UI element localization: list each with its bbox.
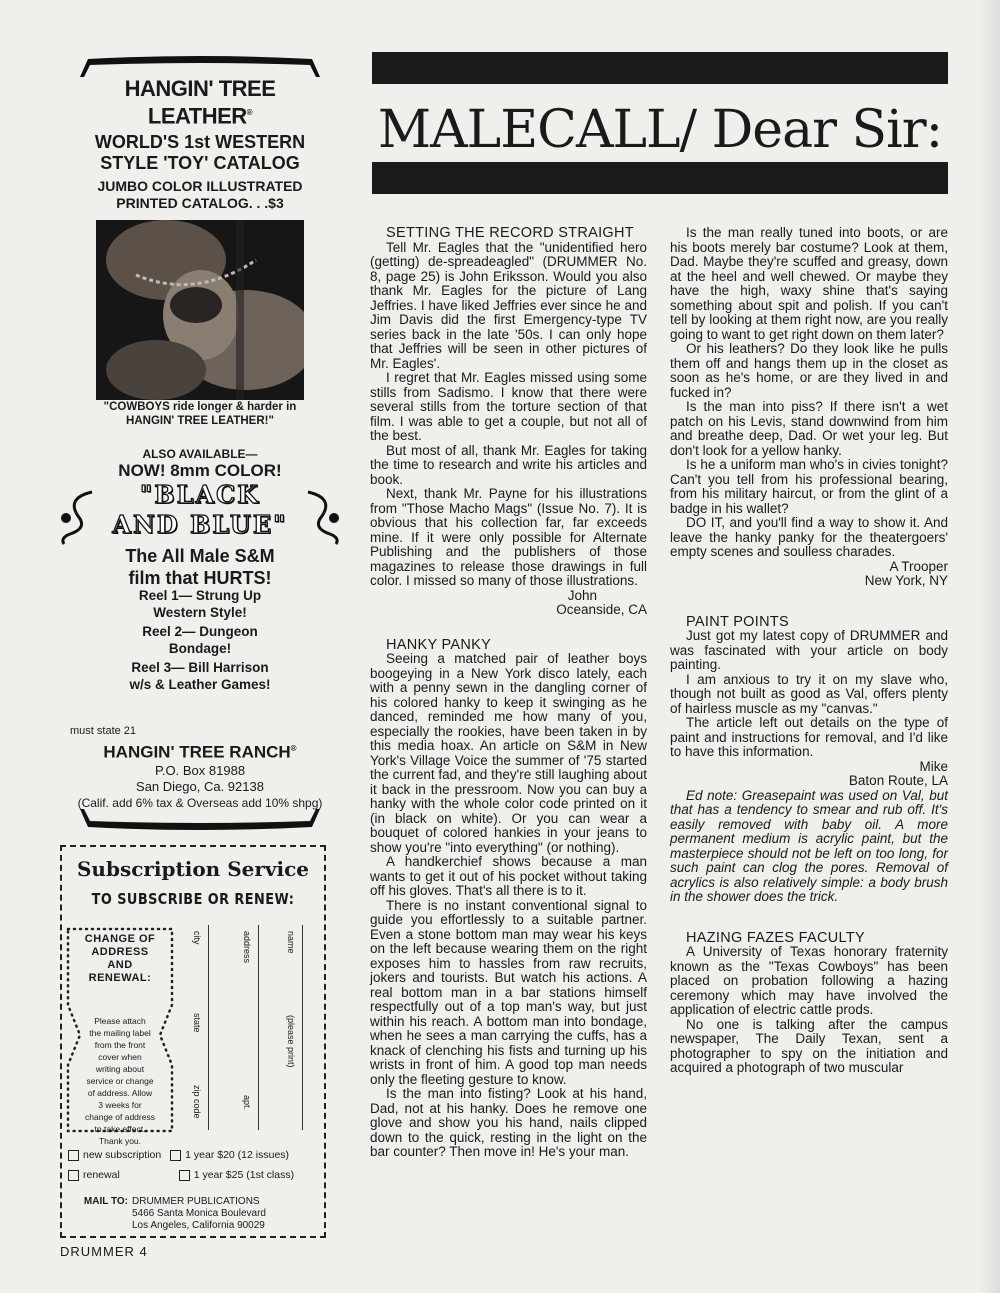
page-folio: DRUMMER 4 xyxy=(60,1244,148,1259)
ranch-box: P.O. Box 81988 xyxy=(154,762,246,778)
instruction-line: the mailing label xyxy=(89,1028,151,1038)
instruction-line: 3 weeks for xyxy=(98,1100,142,1110)
ad-catalog-2: PRINTED CATALOG. . .$3 xyxy=(116,195,284,212)
ad-reg-mark: ® xyxy=(246,108,253,117)
letter-paragraph: Or his leathers? Do they look like he pulls them off and hangs them up in the closet as soon as he's home, or are they lived in and fucked in? xyxy=(670,341,948,400)
age-notice: must state 21 xyxy=(70,725,137,737)
hangin-tree-ad xyxy=(60,55,340,835)
ad-catalog-1: JUMBO COLOR ILLUSTRATED xyxy=(97,178,303,195)
film-tagline-1: The All Male S&M xyxy=(125,546,275,566)
ad-caption-2: HANGIN' TREE LEATHER!" xyxy=(126,415,274,427)
field-label-zip: zip code xyxy=(192,1085,202,1119)
letter-signature-place: Baton Route, LA xyxy=(848,773,948,788)
renewal-checkbox[interactable] xyxy=(68,1170,79,1181)
one-year-25-checkbox[interactable] xyxy=(179,1170,190,1181)
one-year-20-label: 1 year $20 (12 issues) xyxy=(185,1149,290,1161)
letters-column-1 xyxy=(370,226,647,1160)
new-subscription-label: new subscription xyxy=(83,1149,162,1161)
subscription-options xyxy=(68,1145,322,1185)
ranch-name: HANGIN' TREE RANCH xyxy=(103,742,291,762)
field-label-address: address xyxy=(242,931,252,964)
letter-signature-place: Oceanside, CA xyxy=(556,602,647,617)
letter-signature-place: New York, NY xyxy=(864,573,948,588)
field-label-print: (please print) xyxy=(286,1015,296,1068)
letter-paragraph: Is he a uniform man who's in civies tonight? Can't you tell from his professional bearing, from his military haircut, or from the glint of a badge in his wallet? xyxy=(670,457,948,516)
film-title-1: "BLACK xyxy=(139,480,261,509)
renewal-label: renewal xyxy=(83,1169,120,1181)
letter-heading: HAZING FAZES FACULTY xyxy=(686,929,865,946)
letters-column-2 xyxy=(670,226,948,1076)
letter-signature-name: A Trooper xyxy=(889,558,948,574)
letter-paragraph: But most of all, thank Mr. Eagles for taking the time to research and write his articles and book. xyxy=(370,442,647,487)
letter-paragraph: Seeing a matched pair of leather boys boogeying in a New York disco lately, each with a penny sewn in the dangling corner of his colored hanky to keep it swinging as he danced, reminded me how many of you, especially the rookies, have been taken in by this media hoax. An article on S&M in New York's Village Voice the summer of '75 started the current fad, and they're still laughing about it back in the pressroom. Now you can buy a hanky with the whole color code printed on it (in black on white). Or you can wear a bouquet of colored hankies in your jeans to show you're "into everything" (or nothing). xyxy=(370,651,647,855)
change-line: ADDRESS xyxy=(91,946,149,958)
ad-title-2: LEATHER xyxy=(147,103,247,129)
ranch-city: San Diego, Ca. 92138 xyxy=(136,778,264,794)
mail-to-label: MAIL TO: xyxy=(83,1196,128,1207)
reel-item: Reel 3— Bill Harrison w/s & Leather Games! xyxy=(129,660,271,692)
reel-item: Reel 1— Strung Up Western Style! xyxy=(138,588,262,620)
field-label-city: city xyxy=(192,931,202,945)
field-line-name[interactable] xyxy=(302,925,303,1130)
letter-paragraph: There is no instant conventional signal to guide you effortlessly to a suitable partner. Even a stone bottom man may wear his keys on the left because wearing them on the right exposes him to hassles from raw recruits, jokers and tourists. But watch his actions. A real bottom man in a bar stations himself respectfully out of a top man's way, but just within his reach. A bottom man into bondage, when he sees a man carrying the cuffs, has a knack of clenching his fists and turning up his wrists in front of him. A good top man needs only the fleeting gesture to know. xyxy=(370,897,647,1087)
one-year-25-label: 1 year $25 (1st class) xyxy=(193,1169,295,1181)
letter-heading: SETTING THE RECORD STRAIGHT xyxy=(386,225,634,241)
letter-signature-name: John xyxy=(567,587,597,603)
letter-paragraph: A handkerchief shows because a man wants to get it out of his pocket without taking off his gloves. That's all there is to it. xyxy=(370,854,647,898)
letter-paragraph: Next, thank Mr. Payne for his illustrations from "Those Macho Mags" (Issue No. 7). It is obvious that his collection far, far exceeds mine. If it were only possible for Alternate Publishing and the publishers of those magazines to release those drawings in full color. I missed so many of those illustrations. xyxy=(370,486,647,588)
letter-paragraph: Tell Mr. Eagles that the "unidentified hero (getting) de-spreadeagled" (DRUMMER No. 8, page 25) is John Eriksson. Would you also thank Mr. Eagles for the picture of Lang Jeffries. I have liked Jeffries ever since he and Jim Davis did the first Emergency-type TV series back in the late '50s. I can only hope that Jeffries will be seen in other pictures of Mr. Eagles'. xyxy=(370,239,647,371)
ornament-curve-bottom xyxy=(78,807,322,831)
reel-list xyxy=(60,587,340,695)
mail-to-line: Los Angeles, California 90029 xyxy=(132,1220,265,1231)
masthead-bar-bottom xyxy=(372,162,948,194)
ad-caption-1: "COWBOYS ride longer & harder in xyxy=(103,401,297,413)
editor-note: Ed note: Greasepaint was used on Val, but that has a tendency to smear and rub off. It's easily removed with baby oil. A more permanent medium is acrylic paint, but the masterpiece should not be left on too long, for such paint can clog the pores. Removal of acrylics is also relatively simple: a body brush in the shower does the trick. xyxy=(670,787,948,904)
letter-heading: HANKY PANKY xyxy=(386,636,492,653)
ad-photo xyxy=(96,220,304,400)
film-title-block xyxy=(80,480,320,555)
address-fields xyxy=(180,925,322,1135)
instruction-line: Thank you. xyxy=(98,1136,142,1146)
ad-subtitle-2: STYLE 'TOY' CATALOG xyxy=(100,153,300,174)
field-line-address[interactable] xyxy=(258,925,259,1130)
letter-paragraph: Just got my latest copy of DRUMMER and was fascinated with your article on body painting. xyxy=(670,628,948,672)
instruction-line: writing about xyxy=(95,1064,145,1074)
letter-paragraph: A University of Texas honorary fraternity known as the "Texas Cowboys" has been placed on probation following a hazing ceremony which may have involved the application of electric cattle prods. xyxy=(670,944,948,1017)
masthead-title: MALECALL/ Dear Sir: xyxy=(377,100,943,160)
ad-title: HANGIN' TREE xyxy=(124,76,276,101)
change-line: AND xyxy=(107,959,133,971)
instruction-line: to take effect. xyxy=(94,1124,146,1134)
new-subscription-checkbox[interactable] xyxy=(68,1150,79,1161)
subscription-title: Subscription Service xyxy=(76,857,310,881)
field-label-name: name xyxy=(286,931,296,954)
reel-item: Reel 2— Dungeon Bondage! xyxy=(142,624,258,656)
letter-paragraph: I regret that Mr. Eagles missed using some stills from Sadismo. I know that there were several stills from the torture section of that film. I was able to get a couple, but not all of the best. xyxy=(370,370,647,443)
instruction-line: cover when xyxy=(98,1052,142,1062)
letter-signature-name: Mike xyxy=(919,758,948,774)
change-of-address-box xyxy=(64,925,176,1146)
subscription-subtitle: TO SUBSCRIBE OR RENEW: xyxy=(91,890,295,908)
film-title-2: AND BLUE" xyxy=(112,510,288,539)
change-line: RENEWAL: xyxy=(88,972,152,984)
scroll-ornament-right-icon xyxy=(302,488,342,548)
one-year-20-checkbox[interactable] xyxy=(170,1150,181,1161)
mail-to-line: 5466 Santa Monica Boulevard xyxy=(132,1208,266,1219)
letter-paragraph: DO IT, and you'll find a way to show it. And leave the hanky panky for the theatergoers' empty scenes and soulless charades. xyxy=(670,515,948,559)
page-edge-shadow xyxy=(978,0,1000,1293)
change-line: CHANGE OF xyxy=(84,933,156,945)
mail-to-line: DRUMMER PUBLICATIONS xyxy=(132,1196,260,1207)
scroll-ornament-left-icon xyxy=(58,488,98,548)
letter-paragraph: The article left out details on the type of paint and instructions for removal, and I'd like to have this information. xyxy=(670,715,948,759)
film-tagline-2: film that HURTS! xyxy=(128,568,272,588)
field-label-apt: apt. xyxy=(242,1095,252,1111)
field-label-state: state xyxy=(192,1013,202,1033)
mail-to-block xyxy=(68,1196,322,1232)
ad-now-8mm: NOW! 8mm COLOR! xyxy=(118,461,282,480)
instruction-line: Please attach xyxy=(94,1016,146,1026)
ad-photo-image xyxy=(96,220,304,400)
letter-heading: PAINT POINTS xyxy=(686,613,789,630)
field-line-city[interactable] xyxy=(208,925,209,1130)
letter-paragraph: No one is talking after the campus newspaper, The Daily Texan, sent a photographer to spy on the initiation and acquired a photograph of two muscular xyxy=(670,1016,948,1075)
instruction-line: change of address xyxy=(85,1112,155,1122)
subscription-coupon xyxy=(60,845,326,1238)
ranch-shipping: (Calif. add 6% tax & Overseas add 10% shpg) xyxy=(77,795,323,810)
letter-paragraph: Is the man into piss? If there isn't a wet patch on his Levis, stand downwind from him and breathe deep, Dad. Or wet your leg. But don't look for a yellow hanky. xyxy=(670,399,948,458)
instruction-line: of address. Allow xyxy=(87,1088,153,1098)
instruction-line: service or change xyxy=(86,1076,154,1086)
masthead-bar-top xyxy=(372,52,948,84)
letter-paragraph: Is the man really tuned into boots, or are his boots merely bar costume? Look at them, Dad. Maybe they're scuffed and greasy, down at the heel and well chewed. Or maybe they have the high, waxy shine that's saying something about spit and polish. If you can't tell by looking at them right now, are you really going to want to get right down on them later? xyxy=(670,225,948,342)
ad-also-available: ALSO AVAILABLE— xyxy=(142,447,258,461)
ranch-reg-mark: ® xyxy=(290,744,297,753)
letter-paragraph: I am anxious to try it on my slave who, though not built as good as Val, offers plenty of hairless muscle as my "canvas." xyxy=(670,671,948,716)
letter-paragraph: Is the man into fisting? Look at his hand, Dad, not at his hanky. Does he remove one glove and show you his hand, nails clipped down to the quick, resting in the light on the bar counter? Then move in! He's your man. xyxy=(370,1086,647,1159)
instruction-line: from the front xyxy=(94,1040,146,1050)
ad-subtitle-1: WORLD'S 1st WESTERN xyxy=(94,132,306,153)
